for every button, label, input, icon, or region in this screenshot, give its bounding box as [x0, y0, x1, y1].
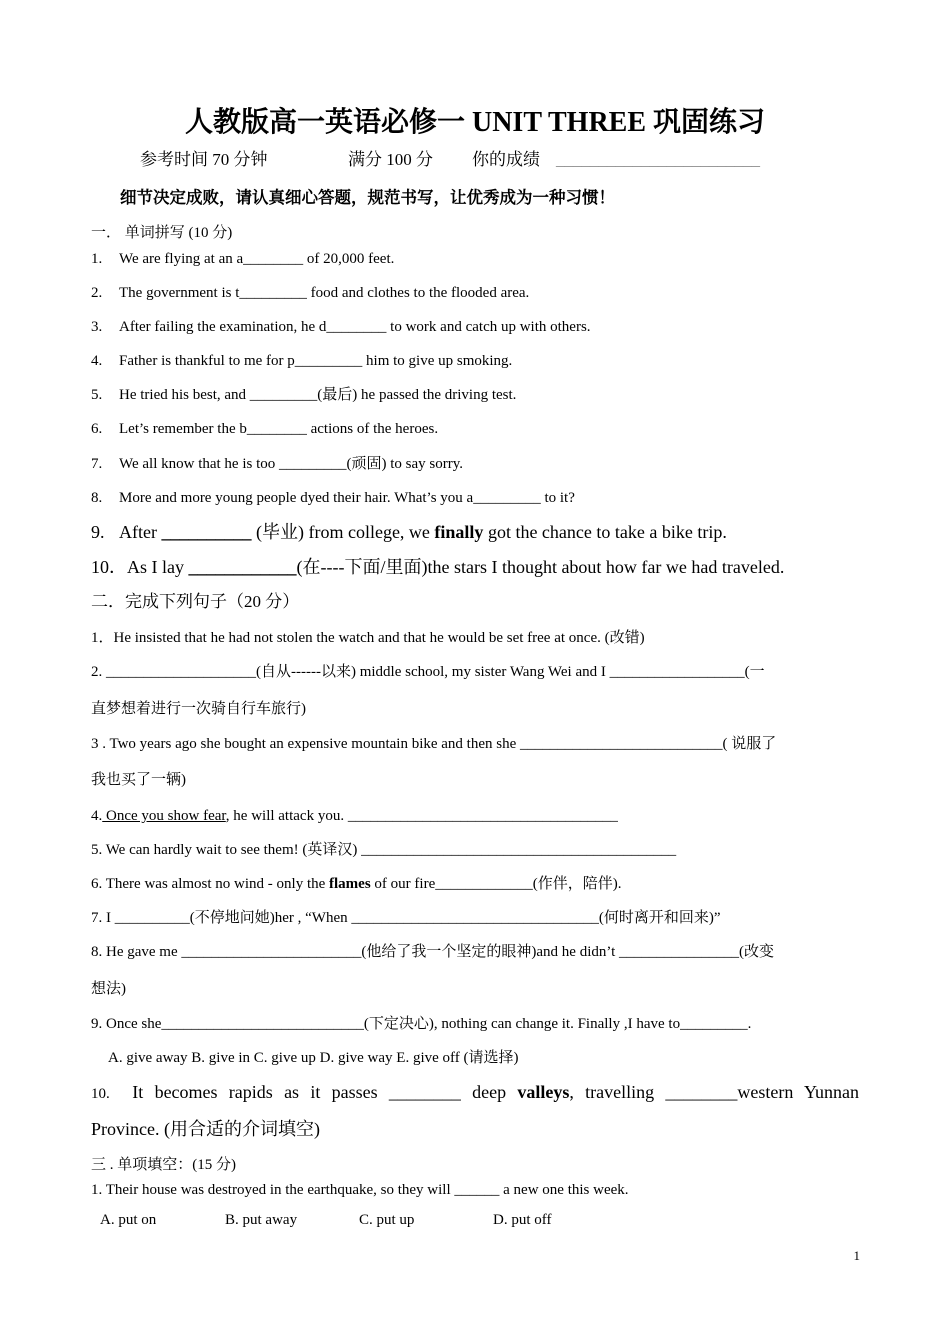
item-number: 4. — [91, 353, 103, 369]
section1-item — [91, 454, 859, 474]
section2-q4 — [91, 806, 859, 826]
item-number: 9. — [91, 522, 105, 542]
item-number: 1. — [91, 251, 103, 267]
section3-q1-options — [100, 1210, 859, 1230]
section1-heading: 一． 单词拼写 (10 分) — [91, 225, 233, 241]
option-c[interactable]: C. put up — [359, 1212, 415, 1228]
item-text: After — [119, 522, 162, 542]
section2-q1: 1．He insisted that he had not stolen the watch and that he would be set free at once. (改错) — [91, 630, 645, 646]
page-title: 人教版高一英语必修一 UNIT THREE 巩固练习 — [184, 107, 766, 138]
item-number: 10． — [91, 557, 127, 577]
section2-q6 — [91, 874, 859, 894]
exam-meta — [140, 149, 760, 171]
bold-word: valleys — [517, 1082, 570, 1102]
item-text: He tried his best, and _________(最后) he passed the driving test. — [119, 387, 517, 403]
motto: 细节决定成败，请认真细心答题，规范书写，让优秀成为一种习惯！ — [120, 188, 615, 207]
section1-item — [91, 317, 859, 337]
section1-item-10 — [91, 555, 859, 579]
item-number: 2. — [91, 285, 103, 301]
section2-q10-line2: Province. (用合适的介词填空) — [91, 1119, 320, 1139]
item-number: 7. — [91, 456, 103, 472]
item-text: The government is t_________ food and clothes to the flooded area. — [119, 285, 530, 301]
section1-item — [91, 488, 859, 508]
section1-item — [91, 385, 859, 405]
item-text: , he will attack you. ____________________________________ — [225, 808, 618, 824]
page-number: 1 — [853, 1248, 860, 1263]
underlined-phrase: Once you show fear — [102, 808, 226, 824]
time-limit: 参考时间 70 分钟 — [140, 150, 268, 169]
your-score-blank[interactable]: ________________________ — [556, 150, 760, 169]
item-text: (毕业) from college, we — [251, 522, 435, 542]
item-text: , travelling ________western Yunnan — [569, 1082, 860, 1102]
section2-heading: 二．完成下列句子（20 分） — [91, 592, 300, 611]
full-score: 满分 100 分 — [348, 150, 433, 169]
section2-q8-line1: 8. He gave me ________________________(他给了我一个坚定的眼神)and he didn’t ________________(改变 — [91, 944, 774, 960]
item-text: We are flying at an a________ of 20,000 feet. — [119, 251, 395, 267]
item-text: It becomes rapids as it passes ________ deep — [132, 1082, 518, 1102]
section2-q2-line2: 直梦想着进行一次骑自行车旅行) — [91, 701, 306, 717]
item-number: 10. — [91, 1086, 110, 1102]
item-text: (在----下面/里面)the stars I thought about how far we had traveled. — [296, 557, 785, 577]
section2-q10-line1 — [91, 1080, 859, 1106]
item-text: 6. There was almost no wind - only the — [91, 876, 330, 892]
option-d[interactable]: D. put off — [493, 1212, 552, 1228]
section2-q8-line2: 想法) — [91, 981, 126, 997]
section2-q3-line1: 3 . Two years ago she bought an expensive mountain bike and then she ___________________________( 说服了 — [91, 736, 777, 752]
section3-q1: 1. Their house was destroyed in the earthquake, so they will ______ a new one this week. — [91, 1182, 629, 1198]
your-score-label: 你的成绩 — [472, 150, 540, 169]
section1-item — [91, 249, 859, 269]
section1-item — [91, 419, 859, 439]
section1-item — [91, 283, 859, 303]
section1-item — [91, 351, 859, 371]
option-b[interactable]: B. put away — [225, 1212, 298, 1228]
item-text: Let’s remember the b________ actions of the heroes. — [119, 421, 439, 437]
section2-q7: 7. I __________(不停地问她)her , “When _________________________________(何时离开和回来)” — [91, 910, 721, 926]
item-number: 6. — [91, 421, 103, 437]
item-text: got the chance to take a bike trip. — [483, 522, 727, 542]
bold-word: finally — [434, 522, 484, 542]
section2-q9-options: A. give away B. give in C. give up D. give way E. give off (请选择) — [108, 1050, 519, 1066]
section1-item-9 — [91, 520, 859, 544]
item-text: As I lay — [127, 557, 189, 577]
item-number: 3. — [91, 319, 103, 335]
section2-q9: 9. Once she___________________________(下定决心), nothing can change it. Finally ,I have to_________. — [91, 1016, 752, 1032]
answer-blank[interactable]: __________ — [161, 522, 252, 542]
section2-q5: 5. We can hardly wait to see them! (英译汉) __________________________________________ — [91, 842, 677, 858]
item-number: 4. — [91, 808, 103, 824]
item-text: Father is thankful to me for p_________ him to give up smoking. — [119, 353, 513, 369]
item-number: 8. — [91, 490, 103, 506]
item-text: After failing the examination, he d________ to work and catch up with others. — [119, 319, 591, 335]
section2-q2-line1: 2. ____________________(自从------以来) middle school, my sister Wang Wei and I __________________(一 — [91, 664, 765, 680]
answer-blank[interactable]: ____________ — [188, 557, 297, 577]
item-text: We all know that he is too _________(顽固) to say sorry. — [119, 456, 464, 472]
section3-heading: 三 . 单项填空：(15 分) — [91, 1157, 236, 1173]
item-number: 5. — [91, 387, 103, 403]
item-text: More and more young people dyed their hair. What’s you a_________ to it? — [119, 490, 575, 506]
bold-word: flames — [329, 876, 371, 892]
section2-q3-line2: 我也买了一辆) — [91, 772, 186, 788]
item-text: of our fire_____________(作伴，陪伴). — [370, 876, 622, 892]
option-a[interactable]: A. put on — [100, 1212, 157, 1228]
